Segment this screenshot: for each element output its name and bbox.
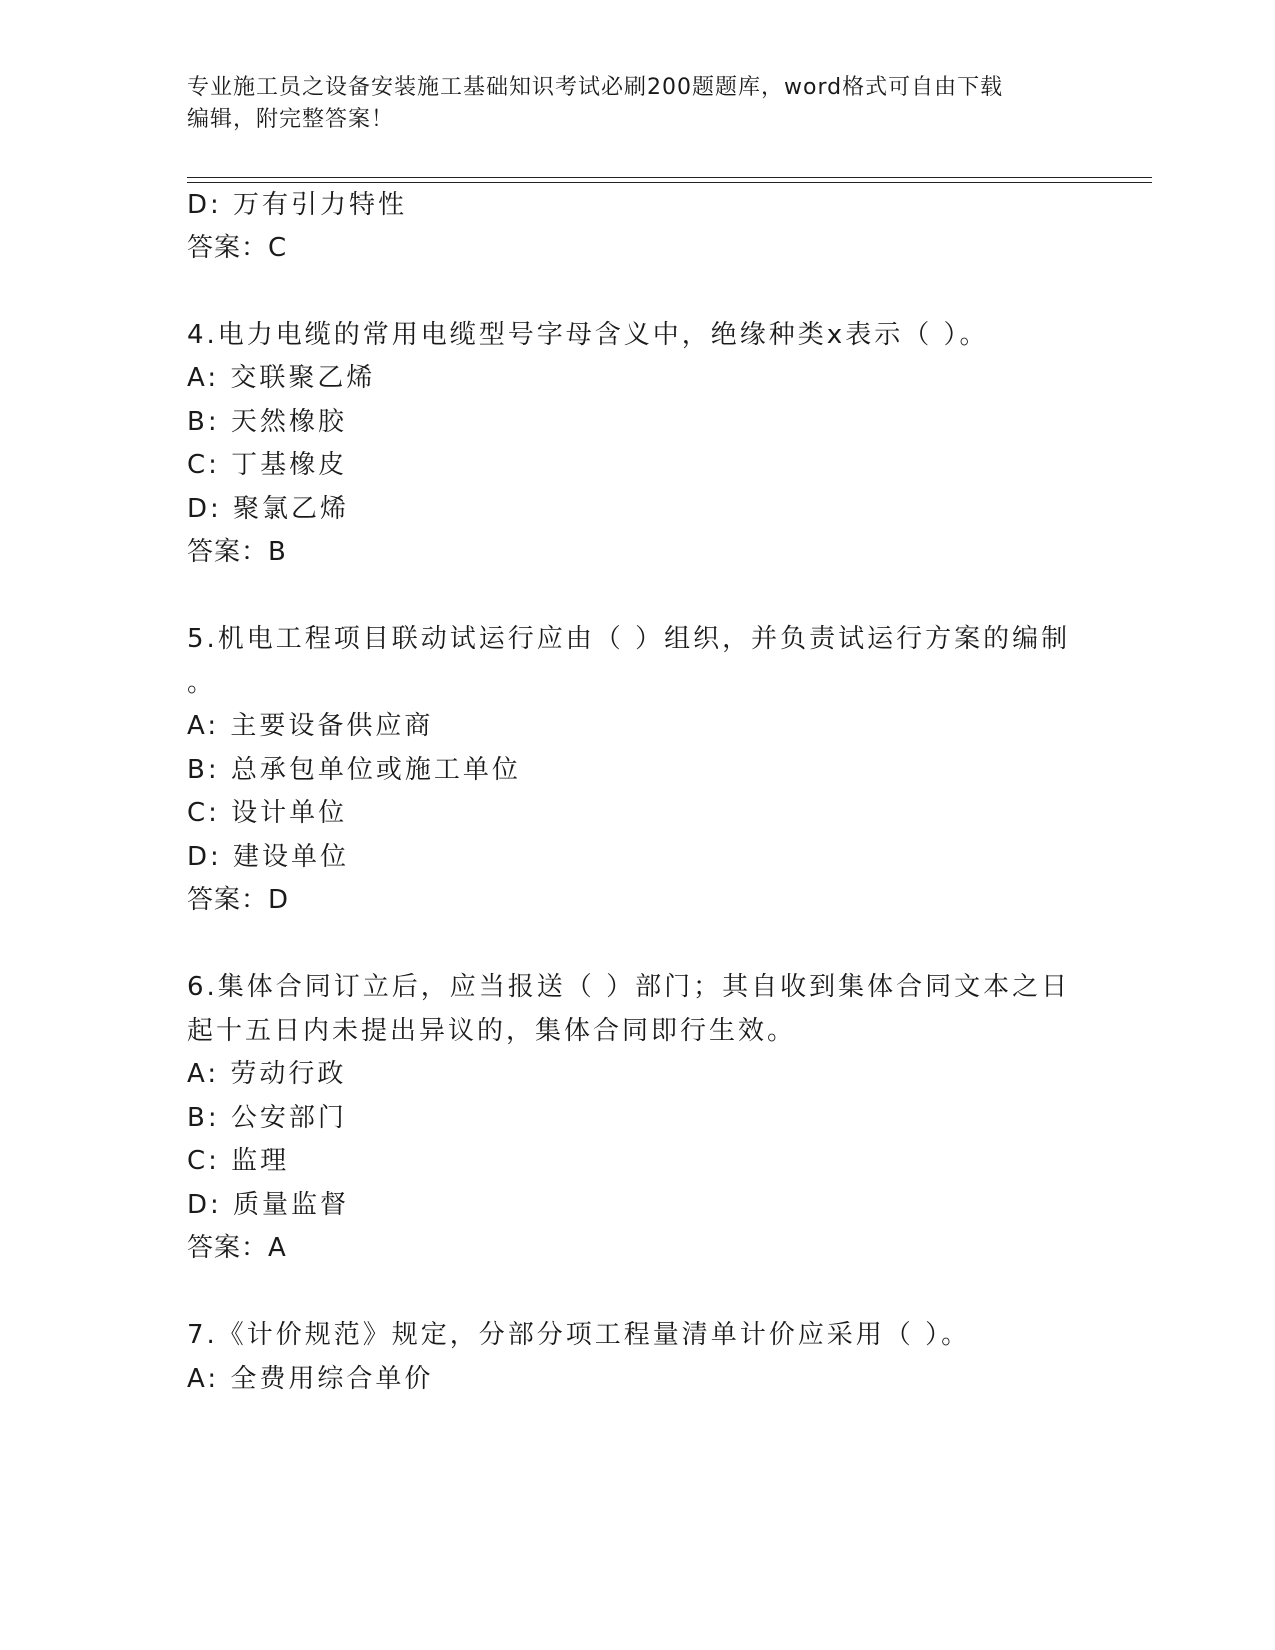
q6-answer: 答案：A xyxy=(187,1233,287,1263)
header-line-2: 编辑，附完整答案！ xyxy=(187,107,395,132)
q5-option-b: B: 总承包单位或施工单位 xyxy=(187,755,521,785)
q6-option-d: D: 质量监督 xyxy=(187,1190,350,1220)
prev-option-d: D: 万有引力特性 xyxy=(187,190,408,220)
q6-option-b: B: 公安部门 xyxy=(187,1103,347,1133)
q5-answer: 答案：D xyxy=(187,885,290,915)
q4-stem: 4.电力电缆的常用电缆型号字母含义中，绝缘种类x表示（ ）。 xyxy=(187,320,989,350)
q7-stem: 7.《计价规范》规定，分部分项工程量清单计价应采用（ ）。 xyxy=(187,1320,971,1350)
q4-option-b: B: 天然橡胶 xyxy=(187,407,347,437)
q4-option-a: A: 交联聚乙烯 xyxy=(187,363,376,393)
prev-answer: 答案：C xyxy=(187,233,288,263)
q5-stem-line-2: 。 xyxy=(187,668,217,698)
q7-option-a: A: 全费用综合单价 xyxy=(187,1364,434,1394)
q4-option-c: C: 丁基橡皮 xyxy=(187,450,348,480)
header-divider-bottom xyxy=(187,182,1152,183)
header-line-1: 专业施工员之设备安装施工基础知识考试必刷200题题库，word格式可自由下载 xyxy=(187,75,1004,100)
q6-stem-line-2: 起十五日内未提出异议的，集体合同即行生效。 xyxy=(187,1016,797,1046)
q5-stem-line-1: 5.机电工程项目联动试运行应由（ ）组织，并负责试运行方案的编制 xyxy=(187,624,1071,654)
header-divider-top xyxy=(187,177,1152,178)
q6-stem-line-1: 6.集体合同订立后，应当报送（ ）部门；其自收到集体合同文本之日 xyxy=(187,972,1071,1002)
q4-answer: 答案：B xyxy=(187,537,287,567)
q6-option-a: A: 劳动行政 xyxy=(187,1059,347,1089)
q5-option-a: A: 主要设备供应商 xyxy=(187,711,434,741)
q5-option-d: D: 建设单位 xyxy=(187,842,350,872)
q6-option-c: C: 监理 xyxy=(187,1146,290,1176)
document-header xyxy=(187,72,1087,136)
q4-option-d: D: 聚氯乙烯 xyxy=(187,494,350,524)
q5-option-c: C: 设计单位 xyxy=(187,798,348,828)
